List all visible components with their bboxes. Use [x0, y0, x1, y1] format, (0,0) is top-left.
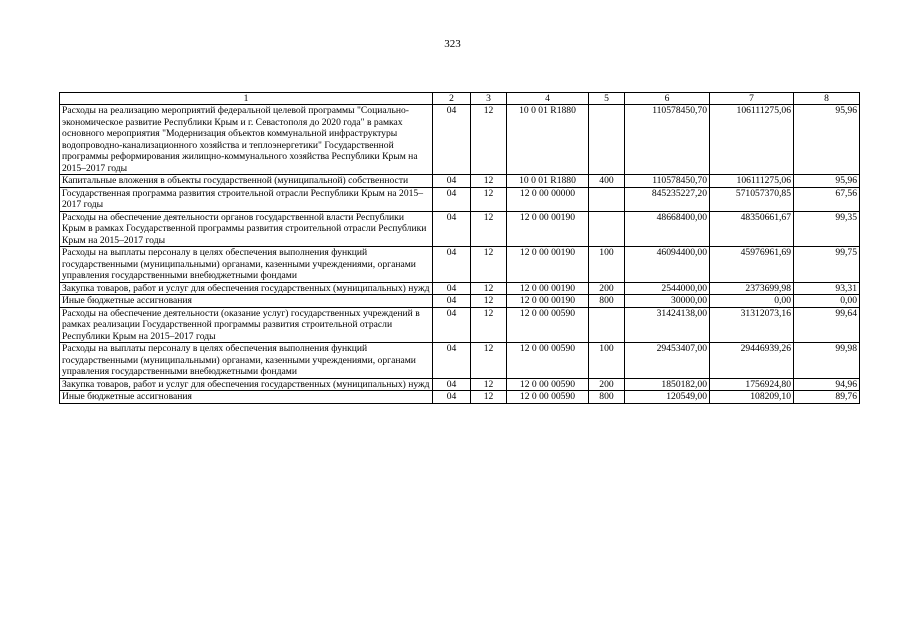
cell-subsection: 12: [471, 211, 507, 247]
page-number: 323: [444, 38, 461, 50]
header-row: [60, 93, 860, 105]
cell-executed: 45976961,69: [710, 247, 794, 283]
row-description: Расходы на выплаты персоналу в целях обеспечения выполнения функций государственными (муниципальными) органами, казенными учреждениями, органами управления государственными внебюджетными фондами: [60, 247, 433, 283]
cell-percent: 94,96: [794, 378, 860, 391]
cell-target-article: 12 0 00 00190: [507, 282, 589, 295]
cell-percent: 93,31: [794, 282, 860, 295]
cell-percent: 99,64: [794, 307, 860, 343]
cell-planned: 30000,00: [625, 295, 710, 308]
cell-subsection: 12: [471, 307, 507, 343]
cell-executed: 0,00: [710, 295, 794, 308]
cell-section: 04: [433, 175, 471, 188]
cell-executed: 571057370,85: [710, 187, 794, 211]
cell-planned: 48668400,00: [625, 211, 710, 247]
cell-expense-type: 400: [589, 175, 625, 188]
row-description: Расходы на реализацию мероприятий федеральной целевой программы "Социально-экономическое развитие Республики Крым и г. Севастополя до 2020 года" в рамках основного мероприятия "Модернизация объектов коммунальной инфраструктуры водопроводно-канализационного хозяйства и теплоэнергетики" Государственной программы реформирования жилищно-коммунального хозяйства Республики Крым на 2015–2017 годы: [60, 105, 433, 175]
cell-expense-type: 100: [589, 247, 625, 283]
cell-planned: 110578450,70: [625, 175, 710, 188]
cell-planned: 31424138,00: [625, 307, 710, 343]
cell-expense-type: [589, 187, 625, 211]
cell-expense-type: [589, 307, 625, 343]
cell-executed: 106111275,06: [710, 175, 794, 188]
cell-target-article: 10 0 01 R1880: [507, 105, 589, 175]
table-row: [60, 247, 860, 283]
cell-subsection: 12: [471, 378, 507, 391]
cell-planned: 845235227,20: [625, 187, 710, 211]
col-header: 4: [507, 93, 589, 105]
cell-percent: 99,75: [794, 247, 860, 283]
budget-table: [59, 92, 860, 404]
cell-subsection: 12: [471, 295, 507, 308]
row-description: Закупка товаров, работ и услуг для обеспечения государственных (муниципальных) нужд: [60, 378, 433, 391]
cell-expense-type: 200: [589, 282, 625, 295]
cell-percent: 67,56: [794, 187, 860, 211]
cell-planned: 120549,00: [625, 391, 710, 404]
cell-section: 04: [433, 247, 471, 283]
cell-target-article: 12 0 00 00190: [507, 247, 589, 283]
cell-executed: 1756924,80: [710, 378, 794, 391]
table-row: [60, 175, 860, 188]
cell-target-article: 12 0 00 00190: [507, 211, 589, 247]
table-row: [60, 378, 860, 391]
cell-target-article: 10 0 01 R1880: [507, 175, 589, 188]
row-description: Расходы на обеспечение деятельности органов государственной власти Республики Крым в рамках Государственной программы развития строительной отрасли Республики Крым на 2015–2017 годы: [60, 211, 433, 247]
cell-executed: 2373699,98: [710, 282, 794, 295]
cell-executed: 29446939,26: [710, 343, 794, 379]
cell-target-article: 12 0 00 00590: [507, 391, 589, 404]
cell-subsection: 12: [471, 175, 507, 188]
cell-section: 04: [433, 187, 471, 211]
cell-executed: 108209,10: [710, 391, 794, 404]
table-row: [60, 105, 860, 175]
cell-planned: 46094400,00: [625, 247, 710, 283]
cell-subsection: 12: [471, 247, 507, 283]
cell-planned: 2544000,00: [625, 282, 710, 295]
row-description: Государственная программа развития строительной отрасли Республики Крым на 2015–2017 годы: [60, 187, 433, 211]
cell-subsection: 12: [471, 391, 507, 404]
cell-percent: 99,35: [794, 211, 860, 247]
table-row: [60, 295, 860, 308]
table-row: [60, 187, 860, 211]
col-header: 1: [60, 93, 433, 105]
row-description: Расходы на выплаты персоналу в целях обеспечения выполнения функций государственными (муниципальными) органами, казенными учреждениями, органами управления государственными внебюджетными фондами: [60, 343, 433, 379]
cell-section: 04: [433, 343, 471, 379]
cell-percent: 0,00: [794, 295, 860, 308]
row-description: Иные бюджетные ассигнования: [60, 391, 433, 404]
col-header: 6: [625, 93, 710, 105]
cell-section: 04: [433, 295, 471, 308]
cell-planned: 110578450,70: [625, 105, 710, 175]
col-header: 7: [710, 93, 794, 105]
cell-expense-type: 800: [589, 295, 625, 308]
cell-section: 04: [433, 378, 471, 391]
table-row: [60, 391, 860, 404]
cell-target-article: 12 0 00 00590: [507, 378, 589, 391]
cell-expense-type: [589, 211, 625, 247]
table-row: [60, 343, 860, 379]
row-description: Расходы на обеспечение деятельности (оказание услуг) государственных учреждений в рамках реализации Государственной программы развития строительной отрасли Республики Крым на 2015–2017 годы: [60, 307, 433, 343]
cell-section: 04: [433, 105, 471, 175]
cell-target-article: 12 0 00 00590: [507, 343, 589, 379]
cell-percent: 95,96: [794, 105, 860, 175]
cell-section: 04: [433, 391, 471, 404]
cell-percent: 99,98: [794, 343, 860, 379]
cell-percent: 95,96: [794, 175, 860, 188]
row-description: Иные бюджетные ассигнования: [60, 295, 433, 308]
table-row: [60, 282, 860, 295]
cell-executed: 31312073,16: [710, 307, 794, 343]
cell-planned: 29453407,00: [625, 343, 710, 379]
col-header: 2: [433, 93, 471, 105]
cell-target-article: 12 0 00 00000: [507, 187, 589, 211]
cell-percent: 89,76: [794, 391, 860, 404]
col-header: 3: [471, 93, 507, 105]
cell-subsection: 12: [471, 282, 507, 295]
cell-planned: 1850182,00: [625, 378, 710, 391]
cell-subsection: 12: [471, 343, 507, 379]
cell-section: 04: [433, 211, 471, 247]
col-header: 5: [589, 93, 625, 105]
cell-expense-type: 200: [589, 378, 625, 391]
table-row: [60, 211, 860, 247]
cell-section: 04: [433, 282, 471, 295]
row-description: Капитальные вложения в объекты государственной (муниципальной) собственности: [60, 175, 433, 188]
cell-expense-type: 800: [589, 391, 625, 404]
cell-target-article: 12 0 00 00590: [507, 307, 589, 343]
cell-expense-type: 100: [589, 343, 625, 379]
cell-executed: 48350661,67: [710, 211, 794, 247]
cell-expense-type: [589, 105, 625, 175]
table-row: [60, 307, 860, 343]
col-header: 8: [794, 93, 860, 105]
cell-section: 04: [433, 307, 471, 343]
cell-subsection: 12: [471, 105, 507, 175]
cell-target-article: 12 0 00 00190: [507, 295, 589, 308]
row-description: Закупка товаров, работ и услуг для обеспечения государственных (муниципальных) нужд: [60, 282, 433, 295]
cell-subsection: 12: [471, 187, 507, 211]
cell-executed: 106111275,06: [710, 105, 794, 175]
